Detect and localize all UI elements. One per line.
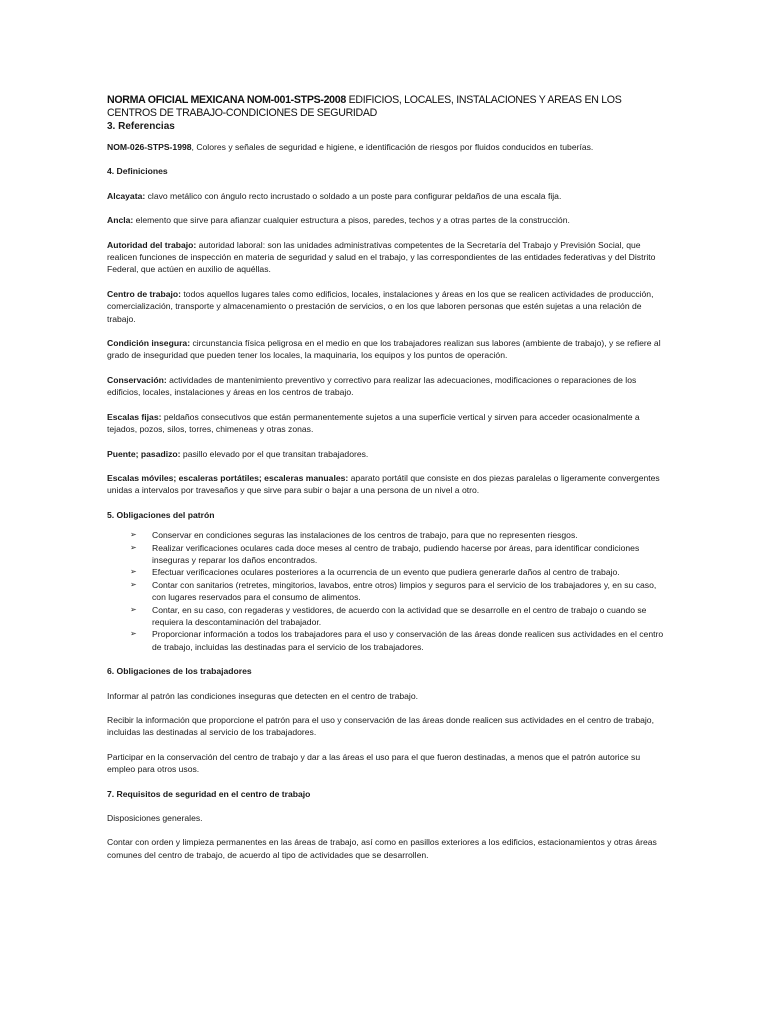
definition-item	[107, 337, 667, 362]
title-description: EDIFICIOS, LOCALES, INSTALACIONES Y AREAS EN LOS CENTROS DE TRABAJO-CONDICIONES DE SEGURIDAD	[107, 94, 622, 119]
arrowhead-bullet-icon: ➢	[130, 579, 137, 589]
list-item	[107, 542, 667, 567]
list-item-text: Efectuar verificaciones oculares posteriores a la ocurrencia de un evento que pudiera generarle daños al centro de trabajo.	[152, 567, 620, 578]
definition-text: actividades de mantenimiento preventivo y correctivo para realizar las adecuaciones, modificaciones o reparaciones de los edificios, locales, instalaciones y áreas en los centros de trabajo.	[107, 374, 637, 398]
section-heading-employer-obligations: 5. Obligaciones del patrón	[107, 509, 215, 520]
definition-text: todos aquellos lugares tales como edificios, locales, instalaciones y áreas en los que se realicen actividades de producción, comercialización, transporte y almacenamiento o prestación de servicios, o en los que laboren personas que estén sujetas a una relación de trabajo.	[107, 288, 654, 324]
section-heading-references: 3. Referencias	[107, 121, 175, 132]
list-item	[107, 579, 667, 604]
list-item-text: Realizar verificaciones oculares cada doce meses al centro de trabajo, pudiendo hacerse por áreas, para identificar condiciones inseguras y reparar los daños encontrados.	[152, 542, 640, 565]
section-heading-worker-obligations: 6. Obligaciones de los trabajadores	[107, 666, 252, 677]
title-norm-code: NORMA OFICIAL MEXICANA NOM-001-STPS-2008	[107, 94, 346, 106]
definition-item	[107, 472, 667, 497]
section-heading-definitions: 4. Definiciones	[107, 166, 168, 177]
reference-code: NOM-026-STPS-1998	[107, 142, 192, 152]
list-item-text: Conservar en condiciones seguras las instalaciones de los centros de trabajo, para que no representen riesgos.	[152, 530, 578, 541]
definition-item	[107, 288, 667, 325]
worker-obligation-paragraph: Recibir la información que proporcione el patrón para el uso y conservación de las áreas donde realicen sus actividades en el centro de trabajo, incluidas las destinadas al servicio de los trabajadores.	[107, 715, 654, 738]
arrowhead-bullet-icon: ➢	[130, 530, 137, 540]
document-content	[107, 94, 667, 873]
list-item-text: Contar con sanitarios (retretes, mingitorios, lavabos, entre otros) limpios y seguros para el servicio de los trabajadores y, en su caso, con lugares reservados para el consumo de alimentos.	[152, 579, 657, 603]
definition-term: Condición insegura:	[107, 338, 191, 349]
definition-text: autoridad laboral: son las unidades administrativas competentes de la Secretaría del Trabajo y Previsión Social, que realicen funciones de inspección en materia de seguridad y salud en el trabajo, y las correspondientes de las entidades federativas y del Distrito Federal, que actúen en auxilio de aquéllas.	[107, 239, 656, 275]
arrowhead-bullet-icon: ➢	[130, 629, 137, 639]
arrowhead-bullet-icon: ➢	[130, 567, 137, 577]
definition-term: Alcayata:	[107, 190, 146, 201]
definition-item	[107, 190, 667, 202]
reference-text: , Colores y señales de seguridad e higiene, e identificación de riesgos por fluidos conducidos en tuberías.	[191, 142, 594, 152]
requirements-paragraph: Disposiciones generales.	[107, 813, 203, 824]
requirements-paragraph: Contar con orden y limpieza permanentes en las áreas de trabajo, así como en pasillos exteriores a los edificios, estacionamientos y otras áreas comunes del centro de trabajo, de acuerdo al tipo de actividades que se desarrollen.	[107, 837, 657, 860]
definition-text: clavo metálico con ángulo recto incrustado o soldado a un poste para configurar peldaños de una escala fija.	[145, 190, 562, 201]
definition-item	[107, 448, 667, 460]
definition-text: peldaños consecutivos que están permanentemente sujetos a una superficie vertical y sirven para acceder ocasionalmente a tejados, pozos, silos, torres, chimeneas y otras zonas.	[107, 411, 640, 435]
definition-term: Autoridad del trabajo:	[107, 239, 197, 250]
list-item	[107, 628, 667, 653]
document-title	[107, 94, 667, 120]
reference-paragraph	[107, 141, 667, 153]
definition-text: elemento que sirve para afianzar cualquier estructura a pisos, paredes, techos y a otras partes de la construcción.	[133, 215, 570, 226]
definition-term: Centro de trabajo:	[107, 288, 182, 299]
definition-item	[107, 411, 667, 436]
section-heading-safety-requirements: 7. Requisitos de seguridad en el centro de trabajo	[107, 788, 311, 799]
definition-item	[107, 374, 667, 399]
definition-term: Conservación:	[107, 374, 167, 385]
employer-obligations-list	[107, 529, 667, 653]
definition-item	[107, 214, 667, 226]
definition-item	[107, 239, 667, 276]
definition-text: aparato portátil que consiste en dos piezas paralelas o ligeramente convergentes unidas a intervalos por travesaños y que sirve para subir o bajar a una persona de un nivel a otro.	[107, 472, 660, 496]
list-item-text: Proporcionar información a todos los trabajadores para el uso y conservación de las áreas donde realicen sus actividades en el centro de trabajo, incluidas las destinadas para el servicio de los trabajadores.	[152, 629, 664, 652]
arrowhead-bullet-icon: ➢	[130, 542, 137, 552]
definition-text: circunstancia física peligrosa en el medio en que los trabajadores realizan sus labores (ambiente de trabajo), y se refiere al grado de inseguridad que pueden tener los locales, la maquinaria, los equipos y los puntos de operación.	[107, 338, 661, 361]
definition-term: Escalas fijas:	[107, 411, 162, 422]
worker-obligation-paragraph: Informar al patrón las condiciones inseguras que detecten en el centro de trabajo.	[107, 690, 418, 701]
definition-text: pasillo elevado por el que transitan trabajadores.	[180, 448, 369, 459]
list-item	[107, 566, 667, 578]
definition-term: Escalas móviles; escaleras portátiles; escaleras manuales:	[107, 472, 349, 483]
definition-term: Puente; pasadizo:	[107, 448, 181, 459]
list-item	[107, 604, 667, 629]
definition-term: Ancla:	[107, 215, 134, 226]
arrowhead-bullet-icon: ➢	[130, 604, 137, 614]
list-item-text: Contar, en su caso, con regaderas y vestidores, de acuerdo con la actividad que se desarrolle en el centro de trabajo o cuando se requiera la descontaminación del trabajador.	[152, 604, 647, 627]
list-item	[107, 529, 667, 541]
worker-obligation-paragraph: Participar en la conservación del centro de trabajo y dar a las áreas el uso para el que fueron destinadas, a menos que el patrón autorice su empleo para otros usos.	[107, 751, 641, 775]
